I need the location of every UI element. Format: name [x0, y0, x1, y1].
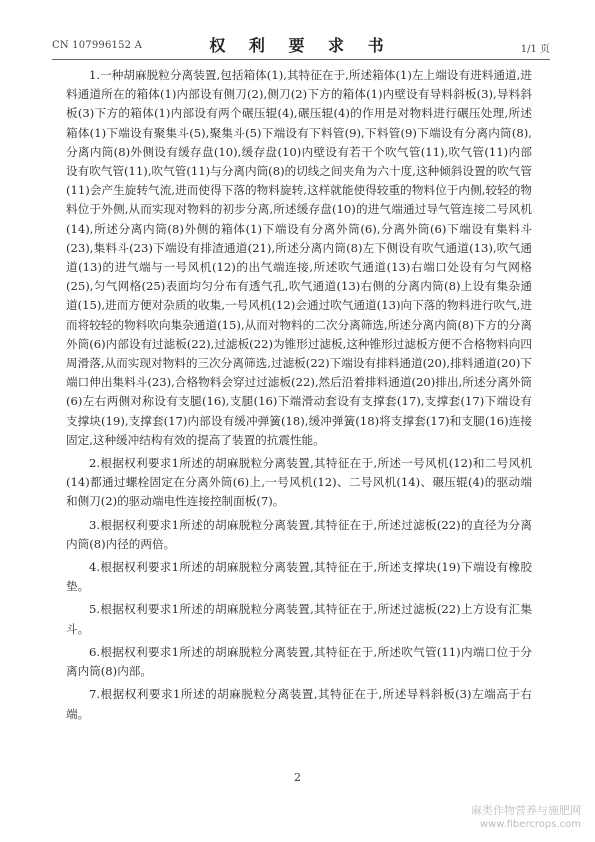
watermark-title: 麻类作物营养与施肥网 — [471, 804, 581, 817]
claims-body — [66, 66, 532, 728]
claim-7: 7.根据权利要求1所述的胡麻脱粒分离装置,其特征在于,所述导料斜板(3)左端高于右端。 — [66, 687, 532, 721]
page-number: 2 — [294, 771, 301, 784]
site-watermark — [471, 804, 581, 832]
page-header — [52, 33, 550, 59]
watermark-url: www.fibercrops.com — [479, 819, 581, 830]
claim-3: 3.根据权利要求1所述的胡麻脱粒分离装置,其特征在于,所述过滤板(22)的直径为分离内筒(8)内径的两倍。 — [66, 517, 532, 551]
header-divider — [52, 59, 550, 60]
document-title: 权 利 要 求 书 — [209, 36, 393, 55]
claim-2: 2.根据权利要求1所述的胡麻脱粒分离装置,其特征在于,所述一号风机(12)和二号风机(14)都通过螺栓固定在分离外筒(6)上,一号风机(12)、二号风机(14)、碾压辊(4)的驱动端和侧刀(2)的驱动端电性连接控制面板(7)。 — [66, 456, 532, 509]
publication-number: CN 107996152 A — [52, 40, 143, 51]
claim-5: 5.根据权利要求1所述的胡麻脱粒分离装置,其特征在于,所述过滤板(22)上方设有汇集斗。 — [66, 602, 532, 636]
page-info: 1/1 页 — [520, 44, 550, 55]
claim-6: 6.根据权利要求1所述的胡麻脱粒分离装置,其特征在于,所述吹气管(11)内端口位于分离内筒(8)内部。 — [66, 644, 532, 679]
claim-4: 4.根据权利要求1所述的胡麻脱粒分离装置,其特征在于,所述支撑块(19)下端设有橡胶垫。 — [66, 560, 532, 594]
claim-1: 1.一种胡麻脱粒分离装置,包括箱体(1),其特征在于,所述箱体(1)左上端设有进料通道,进料通道所在的箱体(1)内部设有侧刀(2),侧刀(2)下方的箱体(1)内壁设有导料斜板(3),导料斜板(3)下方的箱体(1)内部设有两个碾压辊(4),碾压辊(4)的作用是对物料进行碾压处理,所述箱体(1)下端设有聚集斗(5),聚集斗(5)下端设有下料管(9),下料管(9)下端设有分离内筒(8),分离内筒(8)外侧设有缓存盘(10),缓存盘(10)内壁设有若干个吹气管(11),吹气管(11)内部设有吹气管(11),吹气管(11)与分离内筒(8)的切线之间夹角为六十度,这种倾斜设置的吹气管(11)会产生旋转气流,进而使得下落的物料旋转,这样就能使得较重的物料位于内侧,较轻的物料位于外侧,从而实现对物料的初步分离,所述缓存盘(10)的进气端通过导气管连接二号风机(14),所述分离内筒(8)外侧的箱体(1)下端设有分离外筒(6),分离外筒(6)下端设有集料斗(23),集料斗(23)下端设有排渣通道(21),所述分离内筒(8)左下侧设有吹气通道(13),吹气通道(13)的进气端与一号风机(12)的出气端连接,所述吹气通道(13)右端口处设有匀气网格(25),匀气网格(25)表面均匀分布有透气孔,吹气通道(13)右侧的分离内筒(8)上设有集杂通道(15),进而方便对杂质的收集,一号风机(12)会通过吹气通道(13)向下落的物料进行吹气,进而将较轻的物料吹向集杂通道(15),从而对物料的二次分离筛选,所述分离内筒(8)下方的分离外筒(6)内部设有过滤板(22),过滤板(22)为锥形过滤板,这种锥形过滤板方便不合格物料向四周滑落,从而实现对物料的三次分离筛选,过滤板(22)下端设有排料通道(20),排料通道(20)下端口伸出集料斗(23),合格物料会穿过过滤板(22),然后沿着排料通道(20)排出,所述分离外筒(6)左右两侧对称设有支腿(16),支腿(16)下端滑动套设有支撑套(17),支撑套(17)下端设有支撑块(19),支撑套(17)内部设有缓冲弹簧(18),缓冲弹簧(18)将支撑套(17)和支腿(16)连接固定,这种缓冲结构有效的提高了装置的抗震性能。 — [66, 68, 532, 447]
